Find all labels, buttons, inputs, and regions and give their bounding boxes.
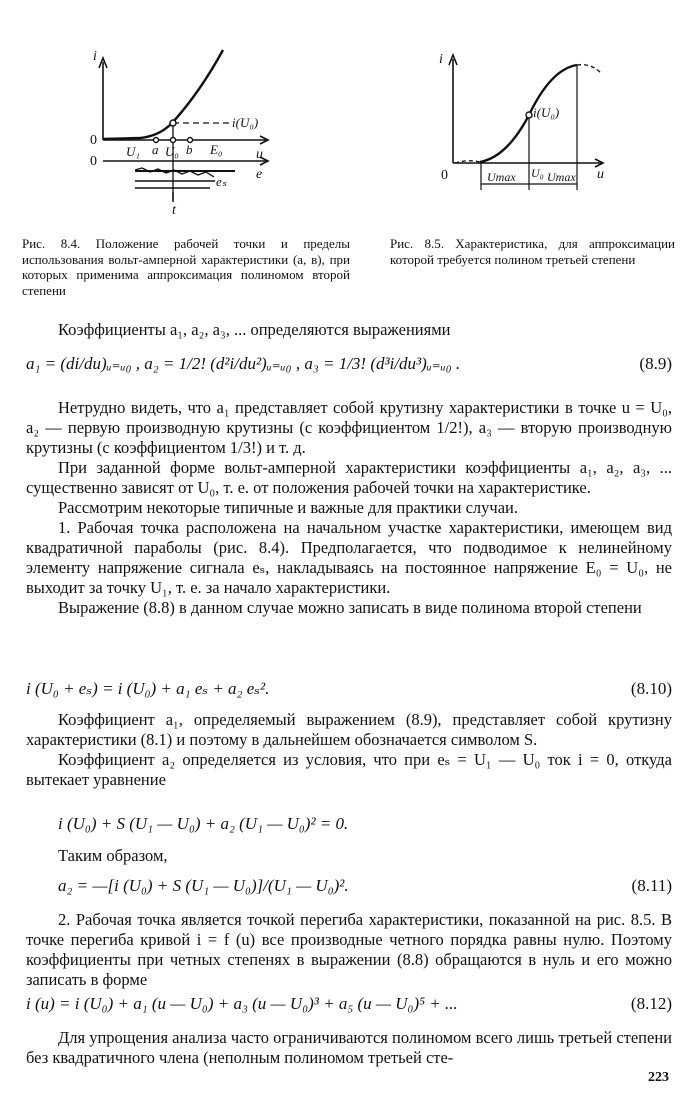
page-number: 223 [648,1070,669,1085]
para-simplification: Для упрощения анализа часто ограничиваются полиномом всего лишь третьей степени без квадратичного члена (неполным полиномом третьей сте- [26,1028,672,1067]
fig85-operating-point [526,112,532,118]
para-inflection: 2. Рабочая точка является точкой перегиба характеристики, показанной на рис. 8.5. В точке перегиба кривой i = f (u) все производные четного порядка равны нулю. Поэтому коэффициенты при четных степенях в выражении (8.8) обращаются в нуль и его можно записать в форме [26,910,672,989]
fig84-label-u0: U₀ [165,144,179,159]
fig84-point-u0 [171,138,176,143]
fig84-label-u1: U₁ [126,144,140,159]
fig85-label-umax-right: Umax [547,170,576,184]
para-thus: Таким образом, [58,846,168,865]
fig85-label-i: i [439,52,443,67]
fig84-label-e: e [256,167,263,182]
figure-8-4 [80,40,280,215]
fig84-label-e0: E₀ [210,142,223,157]
equation-8-12: i (u) = i (U₀) + a₁ (u — U₀) + a₃ (u — U₀)³ + a₅ (u — U₀)⁵ + ... (8.12) [26,994,672,1013]
fig84-label-iu0: i(U₀) [232,115,259,130]
fig85-label-u0: U₀ [531,166,544,180]
fig85-dash-right [577,65,601,73]
fig84-signal [135,168,214,177]
equation-8-9: a₁ = (di/du)ᵤ₌ᵤ₀ , a₂ = 1/2! (d²i/du²)ᵤ₌ᵤ₀ , a₃ = 1/3! (d³i/du³)ᵤ₌ᵤ₀ . (8.9) [26,354,672,373]
fig84-curve [103,50,223,139]
para-coefficients-intro: Коэффициенты a₁, a₂, a₃, ... определяются выражениями [58,320,451,339]
fig84-zero2: 0 [90,154,97,169]
equation-unnumbered: i (U₀) + S (U₁ — U₀) + a₂ (U₁ — U₀)² = 0. [58,814,349,833]
fig85-label-umax-left: Umax [487,170,516,184]
para-coefficient-a1: Коэффициент a₁, определяемый выражением (8.9), представляет собой крутизну характеристики (8.1) и поэтому в дальнейшем обозначается символом S. Коэффициент a₂ определяется из условия, что при eₛ = U₁ — U₀ ток i = 0, откуда вытекает уравнение [26,710,672,789]
equation-8-11: a₂ = —[i (U₀) + S (U₁ — U₀)]/(U₁ — U₀)². (8.11) [58,876,672,895]
fig85-label-iu0: i(U₀) [533,105,560,120]
fig84-label-t: t [172,203,176,215]
fig85-zero: 0 [441,168,448,183]
fig85-label-u: u [597,167,604,182]
para-derivatives: Нетрудно видеть, что a₁ представляет собой крутизну характеристики в точке u = U₀, a₂ — первую производную крутизны (с коэффициентом 1/2!), a₃ — вторую производную крутизны (с коэффициентом 1/3!) и т. д. При заданной форме вольт-амперной характеристики коэффициенты a₁, a₂, a₃, ... существенно зависят от U₀, т. е. от положения рабочей точки на характеристике. Рассмотрим некоторые типичные и важные для практики случаи. 1. Рабочая точка расположена на начальном участке характеристики, имеющем вид квадратичной параболы (рис. 8.4). Предполагается, что подводимое к нелинейному элементу напряжение сигнала eₛ, накладываясь на постоянное напряжение E₀ = U₀, не выходит за точку U₁, т. е. за начало характеристики. Выражение (8.8) в данном случае можно записать в виде полинома второй степени [26,398,672,617]
figure-8-5 [425,45,625,200]
fig84-operating-point [170,120,176,126]
fig84-label-u: u [256,147,263,162]
fig84-caption: Рис. 8.4. Положение рабочей точки и пределы использования вольт-амперной характеристики (а, в), при которых применима аппроксимация полиномом второй степени [22,236,350,298]
fig85-caption: Рис. 8.5. Характеристика, для аппроксимации которой требуется полином третьей степени [390,236,675,267]
fig84-zero: 0 [90,133,97,148]
fig84-label-es: eₛ [216,174,227,189]
fig84-label-b: b [186,142,193,157]
fig84-label-a: a [152,142,159,157]
fig84-label-i: i [93,49,97,64]
equation-8-10: i (U₀ + eₛ) = i (U₀) + a₁ eₛ + a₂ eₛ². (8.10) [26,679,672,698]
